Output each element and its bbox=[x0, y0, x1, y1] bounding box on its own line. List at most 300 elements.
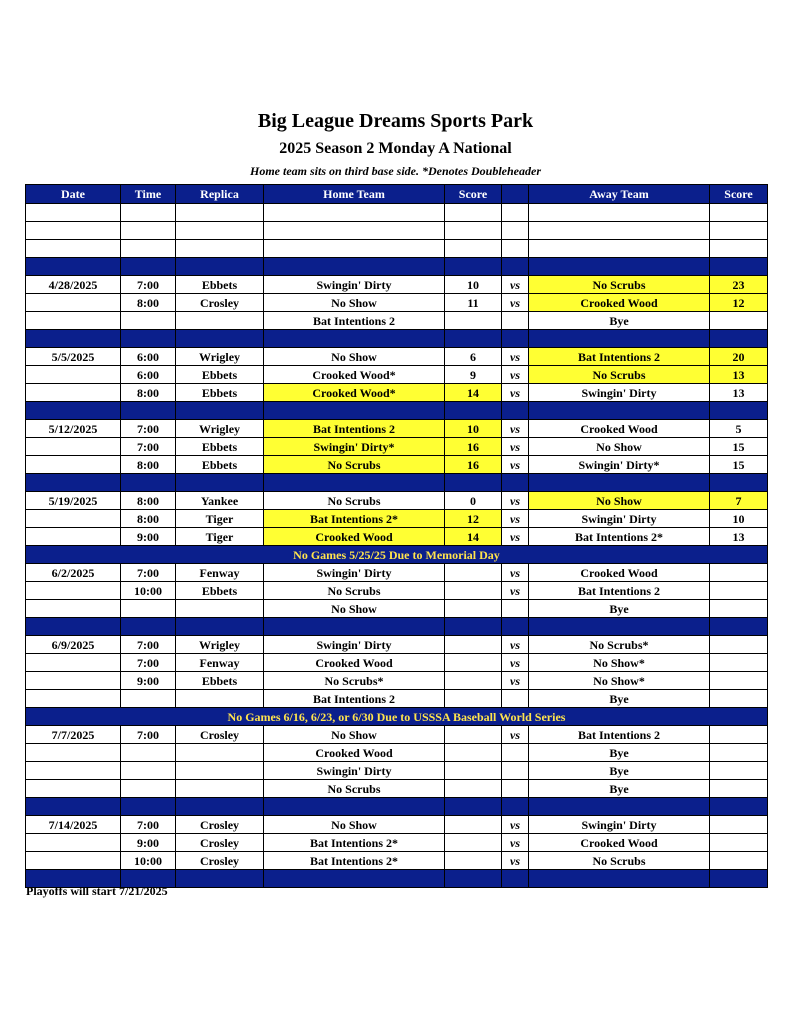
game-row bbox=[26, 672, 768, 690]
home-team-cell: Swingin' Dirty* bbox=[264, 438, 445, 456]
replica-cell: Ebbets bbox=[176, 672, 264, 690]
home-team-cell: No Scrubs bbox=[264, 780, 445, 798]
header-row bbox=[26, 185, 768, 204]
empty-cell bbox=[529, 474, 710, 492]
time-cell: 7:00 bbox=[121, 726, 176, 744]
date-cell: 5/19/2025 bbox=[26, 492, 121, 510]
game-row bbox=[26, 834, 768, 852]
home-team-cell: Bat Intentions 2 bbox=[264, 690, 445, 708]
away-score-cell: 15 bbox=[710, 438, 768, 456]
home-team-cell: No Show bbox=[264, 816, 445, 834]
empty-cell bbox=[26, 258, 121, 276]
empty-cell bbox=[529, 258, 710, 276]
time-cell: 10:00 bbox=[121, 582, 176, 600]
home-score-cell: 10 bbox=[445, 420, 502, 438]
replica-cell: Wrigley bbox=[176, 420, 264, 438]
home-score-cell bbox=[445, 600, 502, 618]
date-cell bbox=[26, 762, 121, 780]
page-subtitle: 2025 Season 2 Monday A National bbox=[279, 140, 512, 157]
vs-cell: vs bbox=[502, 294, 529, 312]
empty-cell bbox=[502, 798, 529, 816]
time-cell bbox=[121, 600, 176, 618]
empty-cell bbox=[502, 870, 529, 888]
date-cell bbox=[26, 366, 121, 384]
game-row bbox=[26, 816, 768, 834]
separator-row bbox=[26, 258, 768, 276]
home-team-cell: Bat Intentions 2 bbox=[264, 312, 445, 330]
empty-cell bbox=[176, 222, 264, 240]
time-cell: 8:00 bbox=[121, 456, 176, 474]
home-team-cell: Crooked Wood* bbox=[264, 366, 445, 384]
home-team-cell: No Scrubs bbox=[264, 456, 445, 474]
empty-cell bbox=[710, 870, 768, 888]
blank-row bbox=[26, 222, 768, 240]
home-score-cell bbox=[445, 744, 502, 762]
date-cell: 4/28/2025 bbox=[26, 276, 121, 294]
home-score-cell: 14 bbox=[445, 528, 502, 546]
empty-cell bbox=[502, 204, 529, 222]
vs-cell bbox=[502, 690, 529, 708]
game-row bbox=[26, 780, 768, 798]
vs-cell: vs bbox=[502, 438, 529, 456]
col-header-replica: Replica bbox=[176, 185, 264, 204]
empty-cell bbox=[710, 330, 768, 348]
empty-cell bbox=[529, 870, 710, 888]
home-team-cell: Bat Intentions 2 bbox=[264, 420, 445, 438]
empty-cell bbox=[176, 204, 264, 222]
away-score-cell bbox=[710, 834, 768, 852]
away-score-cell bbox=[710, 582, 768, 600]
away-team-cell: Swingin' Dirty* bbox=[529, 456, 710, 474]
empty-cell bbox=[502, 258, 529, 276]
away-score-cell bbox=[710, 600, 768, 618]
home-score-cell: 16 bbox=[445, 438, 502, 456]
home-team-cell: Swingin' Dirty bbox=[264, 564, 445, 582]
replica-cell: Crosley bbox=[176, 294, 264, 312]
replica-cell: Yankee bbox=[176, 492, 264, 510]
schedule-body bbox=[26, 204, 768, 888]
replica-cell: Wrigley bbox=[176, 348, 264, 366]
vs-cell bbox=[502, 744, 529, 762]
date-cell: 7/7/2025 bbox=[26, 726, 121, 744]
empty-cell bbox=[121, 204, 176, 222]
away-team-cell: No Show bbox=[529, 492, 710, 510]
date-cell: 6/9/2025 bbox=[26, 636, 121, 654]
empty-cell bbox=[502, 222, 529, 240]
separator-row bbox=[26, 798, 768, 816]
away-team-cell: Bye bbox=[529, 690, 710, 708]
replica-cell: Fenway bbox=[176, 654, 264, 672]
game-row bbox=[26, 726, 768, 744]
away-score-cell: 20 bbox=[710, 348, 768, 366]
empty-cell bbox=[176, 618, 264, 636]
home-score-cell bbox=[445, 636, 502, 654]
time-cell: 6:00 bbox=[121, 348, 176, 366]
empty-cell bbox=[529, 240, 710, 258]
game-row bbox=[26, 510, 768, 528]
col-header-time: Time bbox=[121, 185, 176, 204]
replica-cell: Tiger bbox=[176, 510, 264, 528]
home-score-cell: 14 bbox=[445, 384, 502, 402]
empty-cell bbox=[710, 402, 768, 420]
vs-cell: vs bbox=[502, 582, 529, 600]
empty-cell bbox=[445, 222, 502, 240]
away-team-cell: Bat Intentions 2 bbox=[529, 348, 710, 366]
replica-cell: Ebbets bbox=[176, 276, 264, 294]
away-score-cell bbox=[710, 744, 768, 762]
empty-cell bbox=[121, 222, 176, 240]
away-score-cell bbox=[710, 564, 768, 582]
away-score-cell: 13 bbox=[710, 528, 768, 546]
away-team-cell: Bat Intentions 2 bbox=[529, 582, 710, 600]
time-cell: 9:00 bbox=[121, 672, 176, 690]
vs-cell: vs bbox=[502, 672, 529, 690]
empty-cell bbox=[264, 240, 445, 258]
time-cell bbox=[121, 762, 176, 780]
away-score-cell: 10 bbox=[710, 510, 768, 528]
col-header-away-team: Away Team bbox=[529, 185, 710, 204]
time-cell: 9:00 bbox=[121, 528, 176, 546]
replica-cell: Tiger bbox=[176, 528, 264, 546]
vs-cell: vs bbox=[502, 654, 529, 672]
away-team-cell: Bye bbox=[529, 312, 710, 330]
replica-cell: Crosley bbox=[176, 726, 264, 744]
away-team-cell: Bat Intentions 2* bbox=[529, 528, 710, 546]
replica-cell: Crosley bbox=[176, 816, 264, 834]
empty-cell bbox=[529, 402, 710, 420]
notice-text: No Games 6/16, 6/23, or 6/30 Due to USSSA Baseball World Series bbox=[26, 708, 768, 726]
vs-cell: vs bbox=[502, 456, 529, 474]
game-row bbox=[26, 600, 768, 618]
home-team-cell: Bat Intentions 2* bbox=[264, 852, 445, 870]
home-score-cell bbox=[445, 780, 502, 798]
home-team-cell: No Show bbox=[264, 726, 445, 744]
replica-cell bbox=[176, 690, 264, 708]
vs-cell: vs bbox=[502, 276, 529, 294]
date-cell bbox=[26, 510, 121, 528]
empty-cell bbox=[176, 402, 264, 420]
away-score-cell: 13 bbox=[710, 366, 768, 384]
empty-cell bbox=[502, 618, 529, 636]
empty-cell bbox=[710, 258, 768, 276]
away-team-cell: No Show* bbox=[529, 672, 710, 690]
home-score-cell: 11 bbox=[445, 294, 502, 312]
away-team-cell: Bye bbox=[529, 600, 710, 618]
time-cell bbox=[121, 690, 176, 708]
time-cell bbox=[121, 312, 176, 330]
empty-cell bbox=[26, 402, 121, 420]
away-team-cell: Swingin' Dirty bbox=[529, 510, 710, 528]
time-cell: 7:00 bbox=[121, 564, 176, 582]
away-score-cell bbox=[710, 690, 768, 708]
home-score-cell bbox=[445, 852, 502, 870]
away-score-cell: 13 bbox=[710, 384, 768, 402]
col-header-home-score: Score bbox=[445, 185, 502, 204]
replica-cell: Fenway bbox=[176, 564, 264, 582]
game-row bbox=[26, 384, 768, 402]
notice-row bbox=[26, 546, 768, 564]
empty-cell bbox=[264, 618, 445, 636]
notice-text: No Games 5/25/25 Due to Memorial Day bbox=[26, 546, 768, 564]
game-row bbox=[26, 366, 768, 384]
vs-cell: vs bbox=[502, 528, 529, 546]
home-team-cell: Bat Intentions 2* bbox=[264, 510, 445, 528]
empty-cell bbox=[529, 798, 710, 816]
home-score-cell: 10 bbox=[445, 276, 502, 294]
vs-cell: vs bbox=[502, 348, 529, 366]
away-team-cell: No Show* bbox=[529, 654, 710, 672]
home-score-cell bbox=[445, 672, 502, 690]
game-row bbox=[26, 276, 768, 294]
game-row bbox=[26, 852, 768, 870]
empty-cell bbox=[121, 240, 176, 258]
away-score-cell: 15 bbox=[710, 456, 768, 474]
separator-row bbox=[26, 618, 768, 636]
game-row bbox=[26, 528, 768, 546]
away-team-cell: No Show bbox=[529, 438, 710, 456]
blank-row bbox=[26, 204, 768, 222]
empty-cell bbox=[445, 240, 502, 258]
date-cell bbox=[26, 672, 121, 690]
empty-cell bbox=[176, 870, 264, 888]
empty-cell bbox=[445, 798, 502, 816]
game-row bbox=[26, 294, 768, 312]
replica-cell bbox=[176, 744, 264, 762]
home-team-cell: No Show bbox=[264, 348, 445, 366]
date-cell: 5/12/2025 bbox=[26, 420, 121, 438]
date-cell: 6/2/2025 bbox=[26, 564, 121, 582]
date-cell bbox=[26, 582, 121, 600]
away-score-cell bbox=[710, 780, 768, 798]
away-score-cell bbox=[710, 726, 768, 744]
home-score-cell: 16 bbox=[445, 456, 502, 474]
away-team-cell: Bye bbox=[529, 780, 710, 798]
away-score-cell: 7 bbox=[710, 492, 768, 510]
home-team-cell: Swingin' Dirty bbox=[264, 636, 445, 654]
col-header-home-team: Home Team bbox=[264, 185, 445, 204]
game-row bbox=[26, 438, 768, 456]
replica-cell: Ebbets bbox=[176, 456, 264, 474]
date-cell: 7/14/2025 bbox=[26, 816, 121, 834]
empty-cell bbox=[264, 204, 445, 222]
vs-cell bbox=[502, 780, 529, 798]
home-team-cell: Crooked Wood* bbox=[264, 384, 445, 402]
away-score-cell: 5 bbox=[710, 420, 768, 438]
replica-cell: Ebbets bbox=[176, 384, 264, 402]
empty-cell bbox=[710, 240, 768, 258]
empty-cell bbox=[26, 204, 121, 222]
empty-cell bbox=[264, 330, 445, 348]
away-team-cell: Crooked Wood bbox=[529, 564, 710, 582]
empty-cell bbox=[710, 618, 768, 636]
empty-cell bbox=[264, 402, 445, 420]
vs-cell: vs bbox=[502, 636, 529, 654]
empty-cell bbox=[176, 330, 264, 348]
empty-cell bbox=[445, 618, 502, 636]
replica-cell bbox=[176, 600, 264, 618]
empty-cell bbox=[710, 204, 768, 222]
away-score-cell bbox=[710, 654, 768, 672]
empty-cell bbox=[176, 474, 264, 492]
away-score-cell bbox=[710, 672, 768, 690]
home-score-cell: 0 bbox=[445, 492, 502, 510]
home-team-cell: Crooked Wood bbox=[264, 744, 445, 762]
replica-cell: Ebbets bbox=[176, 438, 264, 456]
empty-cell bbox=[264, 870, 445, 888]
empty-cell bbox=[529, 618, 710, 636]
empty-cell bbox=[502, 330, 529, 348]
vs-cell: vs bbox=[502, 384, 529, 402]
time-cell: 8:00 bbox=[121, 384, 176, 402]
away-team-cell: Swingin' Dirty bbox=[529, 816, 710, 834]
game-row bbox=[26, 564, 768, 582]
empty-cell bbox=[26, 240, 121, 258]
schedule-table bbox=[25, 184, 768, 888]
empty-cell bbox=[264, 798, 445, 816]
empty-cell bbox=[710, 222, 768, 240]
time-cell: 6:00 bbox=[121, 366, 176, 384]
away-team-cell: Bye bbox=[529, 762, 710, 780]
empty-cell bbox=[121, 402, 176, 420]
home-score-cell bbox=[445, 654, 502, 672]
date-cell: 5/5/2025 bbox=[26, 348, 121, 366]
game-row bbox=[26, 420, 768, 438]
home-score-cell bbox=[445, 726, 502, 744]
playoffs-note: Playoffs will start 7/21/2025 bbox=[26, 884, 168, 898]
time-cell: 8:00 bbox=[121, 294, 176, 312]
home-team-cell: Crooked Wood bbox=[264, 654, 445, 672]
home-score-cell bbox=[445, 816, 502, 834]
separator-row bbox=[26, 330, 768, 348]
empty-cell bbox=[26, 330, 121, 348]
empty-cell bbox=[445, 330, 502, 348]
date-cell bbox=[26, 600, 121, 618]
empty-cell bbox=[121, 330, 176, 348]
empty-cell bbox=[26, 474, 121, 492]
home-team-cell: No Scrubs* bbox=[264, 672, 445, 690]
empty-cell bbox=[502, 240, 529, 258]
vs-cell: vs bbox=[502, 564, 529, 582]
empty-cell bbox=[121, 798, 176, 816]
game-row bbox=[26, 762, 768, 780]
time-cell: 9:00 bbox=[121, 834, 176, 852]
date-cell bbox=[26, 654, 121, 672]
home-score-cell: 6 bbox=[445, 348, 502, 366]
col-header-away-score: Score bbox=[710, 185, 768, 204]
home-score-cell bbox=[445, 312, 502, 330]
empty-cell bbox=[445, 474, 502, 492]
away-team-cell: No Scrubs bbox=[529, 852, 710, 870]
vs-cell bbox=[502, 600, 529, 618]
date-cell bbox=[26, 780, 121, 798]
replica-cell: Crosley bbox=[176, 834, 264, 852]
replica-cell bbox=[176, 312, 264, 330]
home-score-cell: 12 bbox=[445, 510, 502, 528]
vs-cell: vs bbox=[502, 834, 529, 852]
page-title: Big League Dreams Sports Park bbox=[257, 110, 534, 132]
game-row bbox=[26, 744, 768, 762]
empty-cell bbox=[121, 618, 176, 636]
home-team-cell: No Show bbox=[264, 294, 445, 312]
empty-cell bbox=[176, 240, 264, 258]
vs-cell: vs bbox=[502, 852, 529, 870]
game-row bbox=[26, 582, 768, 600]
time-cell: 8:00 bbox=[121, 510, 176, 528]
replica-cell bbox=[176, 780, 264, 798]
away-score-cell bbox=[710, 762, 768, 780]
away-score-cell bbox=[710, 852, 768, 870]
replica-cell bbox=[176, 762, 264, 780]
date-cell bbox=[26, 852, 121, 870]
empty-cell bbox=[502, 402, 529, 420]
time-cell: 10:00 bbox=[121, 852, 176, 870]
home-team-cell: Swingin' Dirty bbox=[264, 276, 445, 294]
vs-cell: vs bbox=[502, 420, 529, 438]
home-team-cell: No Show bbox=[264, 600, 445, 618]
empty-cell bbox=[121, 258, 176, 276]
empty-cell bbox=[264, 222, 445, 240]
separator-row bbox=[26, 402, 768, 420]
game-row bbox=[26, 636, 768, 654]
game-row bbox=[26, 654, 768, 672]
home-team-cell: No Scrubs bbox=[264, 492, 445, 510]
date-cell bbox=[26, 834, 121, 852]
date-cell bbox=[26, 744, 121, 762]
away-score-cell bbox=[710, 636, 768, 654]
time-cell: 7:00 bbox=[121, 654, 176, 672]
home-team-cell: Bat Intentions 2* bbox=[264, 834, 445, 852]
date-cell bbox=[26, 456, 121, 474]
game-row bbox=[26, 492, 768, 510]
game-row bbox=[26, 690, 768, 708]
vs-cell: vs bbox=[502, 366, 529, 384]
empty-cell bbox=[176, 798, 264, 816]
replica-cell: Crosley bbox=[176, 852, 264, 870]
home-team-cell: Crooked Wood bbox=[264, 528, 445, 546]
home-score-cell: 9 bbox=[445, 366, 502, 384]
away-team-cell: Swingin' Dirty bbox=[529, 384, 710, 402]
away-score-cell bbox=[710, 312, 768, 330]
blank-row bbox=[26, 240, 768, 258]
away-score-cell: 12 bbox=[710, 294, 768, 312]
empty-cell bbox=[176, 258, 264, 276]
vs-cell: vs bbox=[502, 510, 529, 528]
away-team-cell: Bat Intentions 2 bbox=[529, 726, 710, 744]
time-cell bbox=[121, 744, 176, 762]
away-score-cell bbox=[710, 816, 768, 834]
separator-row bbox=[26, 474, 768, 492]
game-row bbox=[26, 456, 768, 474]
date-cell bbox=[26, 690, 121, 708]
home-score-cell bbox=[445, 762, 502, 780]
game-row bbox=[26, 348, 768, 366]
time-cell: 7:00 bbox=[121, 438, 176, 456]
away-team-cell: No Scrubs bbox=[529, 276, 710, 294]
date-cell bbox=[26, 384, 121, 402]
empty-cell bbox=[529, 330, 710, 348]
empty-cell bbox=[26, 618, 121, 636]
replica-cell: Wrigley bbox=[176, 636, 264, 654]
away-team-cell: Crooked Wood bbox=[529, 834, 710, 852]
vs-cell: vs bbox=[502, 816, 529, 834]
empty-cell bbox=[445, 402, 502, 420]
date-cell bbox=[26, 294, 121, 312]
home-score-cell bbox=[445, 582, 502, 600]
empty-cell bbox=[529, 222, 710, 240]
empty-cell bbox=[529, 204, 710, 222]
vs-cell bbox=[502, 312, 529, 330]
home-score-cell bbox=[445, 834, 502, 852]
